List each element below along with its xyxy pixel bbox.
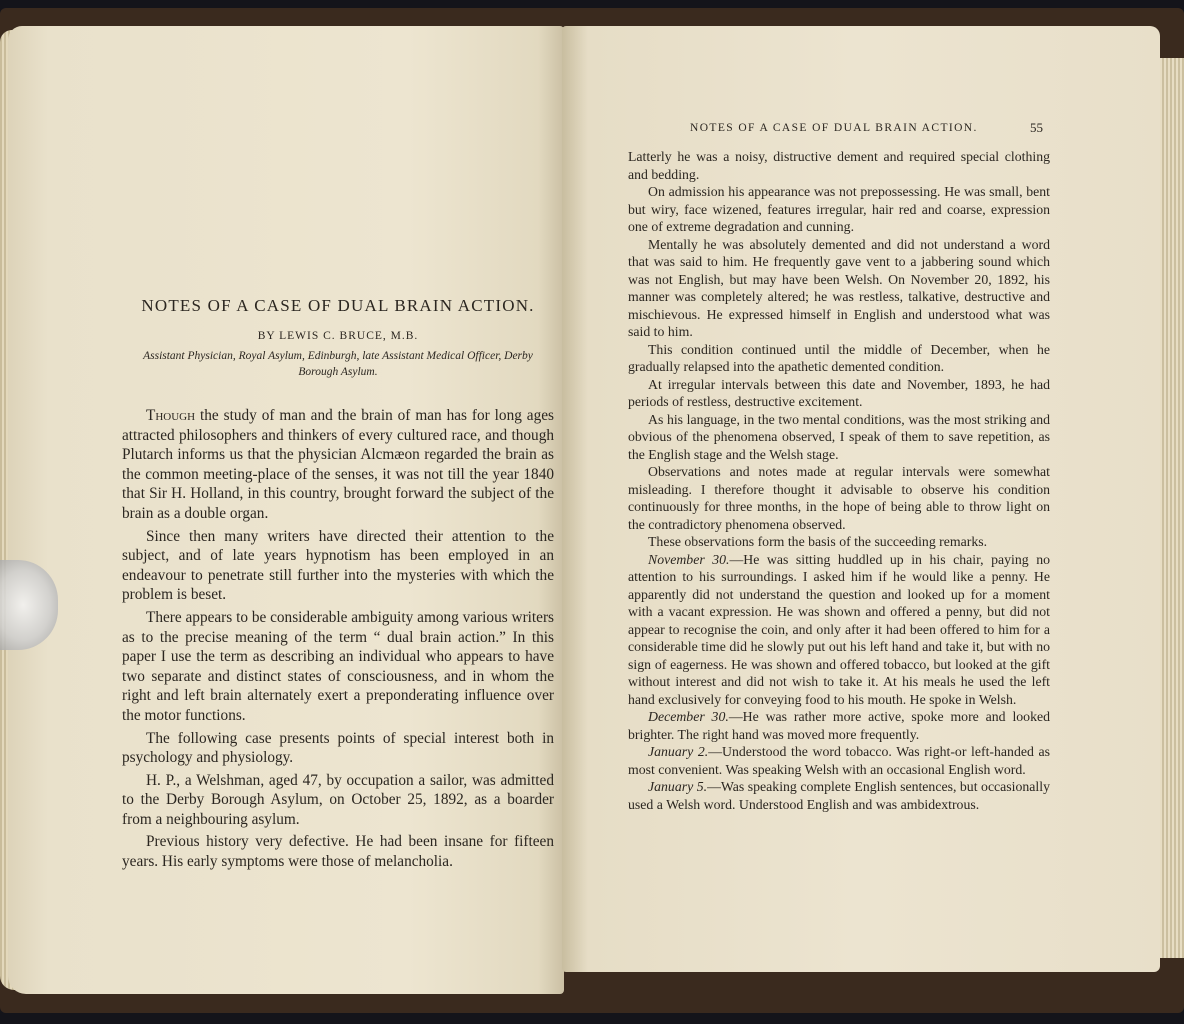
paragraph: Observations and notes made at regular intervals were somewhat misleading. I therefore thought it advisable to observe his condition continuously for three months, in the hope of being able to throw light on the contradictory phenomena observed.: [628, 464, 1050, 532]
paragraph: H. P., a Welshman, aged 47, by occupation a sailor, was admitted to the Derby Borough Asylum, on October 25, 1892, as a boarder from a neighbouring asylum.: [122, 771, 554, 828]
left-page-body: [122, 406, 554, 872]
paragraph: Previous history very defective. He had been insane for fifteen years. His early symptoms were those of melancholia.: [122, 833, 554, 871]
paragraph: Mentally he was absolutely demented and did not understand a word that was said to him. He frequently gave vent to a jabbering sound which was not English, but may have been Welsh. On November 20, 1892, his manner was completely altered; he was restless, talkative, destructive and mischievous. He expressed himself in English and understood what was said to him.: [628, 236, 1050, 339]
entry-text: —He was rather more active, spoke more and looked brighter. The right hand was moved more frequently.: [628, 709, 1050, 742]
entry-date: January 5.: [648, 779, 708, 794]
left-page-content: [122, 296, 554, 875]
page-number: 55: [1030, 120, 1043, 135]
author-affiliation: Assistant Physician, Royal Asylum, Edinburgh, late Assistant Medical Officer, Derby Borough Asylum.: [143, 350, 533, 378]
article-title: NOTES OF A CASE OF DUAL BRAIN ACTION.: [141, 296, 535, 315]
paragraph: [122, 406, 554, 524]
paragraph-opening-word: Though: [146, 407, 196, 424]
entry-date: December 30.: [648, 709, 729, 724]
entry-date: November 30.: [648, 551, 730, 567]
paragraph: As his language, in the two mental conditions, was the most striking and obvious of the phenomena observed, I speak of them to save repetition, as the English stage and the Welsh stage.: [628, 411, 1050, 462]
paragraph: On admission his appearance was not prepossessing. He was small, bent but wiry, face wizened, features irregular, hair red and coarse, expression one of extreme degradation and cunning.: [628, 184, 1050, 234]
dated-entry: [628, 708, 1050, 743]
paragraph: These observations form the basis of the succeeding remarks.: [648, 534, 988, 549]
right-page-body: [628, 148, 1050, 813]
paragraph: At irregular intervals between this date and November, 1893, he had periods of restless, destructive excitement.: [628, 376, 1050, 409]
running-head: NOTES OF A CASE OF DUAL BRAIN ACTION.: [690, 122, 978, 134]
entry-date: January 2.: [648, 744, 709, 759]
entry-text: —He was sitting huddled up in his chair, paying no attention to his surroundings. I asked him if he would like a penny. He apparently did not understand the question and looked up for a moment with a vacant expression. He was shown and offered a penny, but did not appear to recognise the coin, and only after it had been offered to him for a considerable time did he slowly put out his left hand and take it, but with no sign of eagerness. He was shown and offered tobacco, but looked at the gift without interest and did not wish to take it. At his meals he used the left hand exclusively for conveying food to his mouth. He spoke in Welsh.: [628, 551, 1050, 707]
dated-entry: [628, 743, 1050, 778]
paragraph: Since then many writers have directed their attention to the subject, and of late years hypnotism has been employed in an endeavour to penetrate still further into the mysteries with which the problem is beset.: [122, 527, 554, 604]
entry-text: —Was speaking complete English sentences, but occasionally used a Welsh word. Understood English and was ambidextrous.: [628, 779, 1050, 812]
paragraph: There appears to be considerable ambiguity among various writers as to the precise meaning of the term “ dual brain action.” In this paper I use the term as describing an individual who appears to have two separate and distinct states of consciousness, and in whom the right and left brain alternately exert a preponderating influence over the motor functions.: [122, 608, 554, 724]
paragraph-text: the study of man and the brain of man has for long ages attracted philosophers and thinkers of every cultured race, and though Plutarch informs us that the physician Alcmæon regarded the brain as the common meeting-place of the senses, it was not till the year 1840 that Sir H. Holland, in this country, brought forward the subject of the brain as a double organ.: [122, 407, 554, 522]
paragraph: The following case presents points of special interest both in psychology and physiology.: [122, 729, 554, 767]
author-byline: BY LEWIS C. BRUCE, M.B.: [257, 330, 419, 342]
paragraph: This condition continued until the middle of December, when he gradually relapsed into the apathetic demented condition.: [628, 341, 1050, 374]
dated-entry: [628, 778, 1050, 813]
paragraph: Latterly he was a noisy, distructive dement and required special clothing and bedding.: [628, 149, 1050, 182]
entry-text: —Understood the word tobacco. Was right-or left-handed as most convenient. Was speaking Welsh with an occasional English word.: [628, 744, 1050, 777]
dated-entry: [628, 551, 1050, 709]
